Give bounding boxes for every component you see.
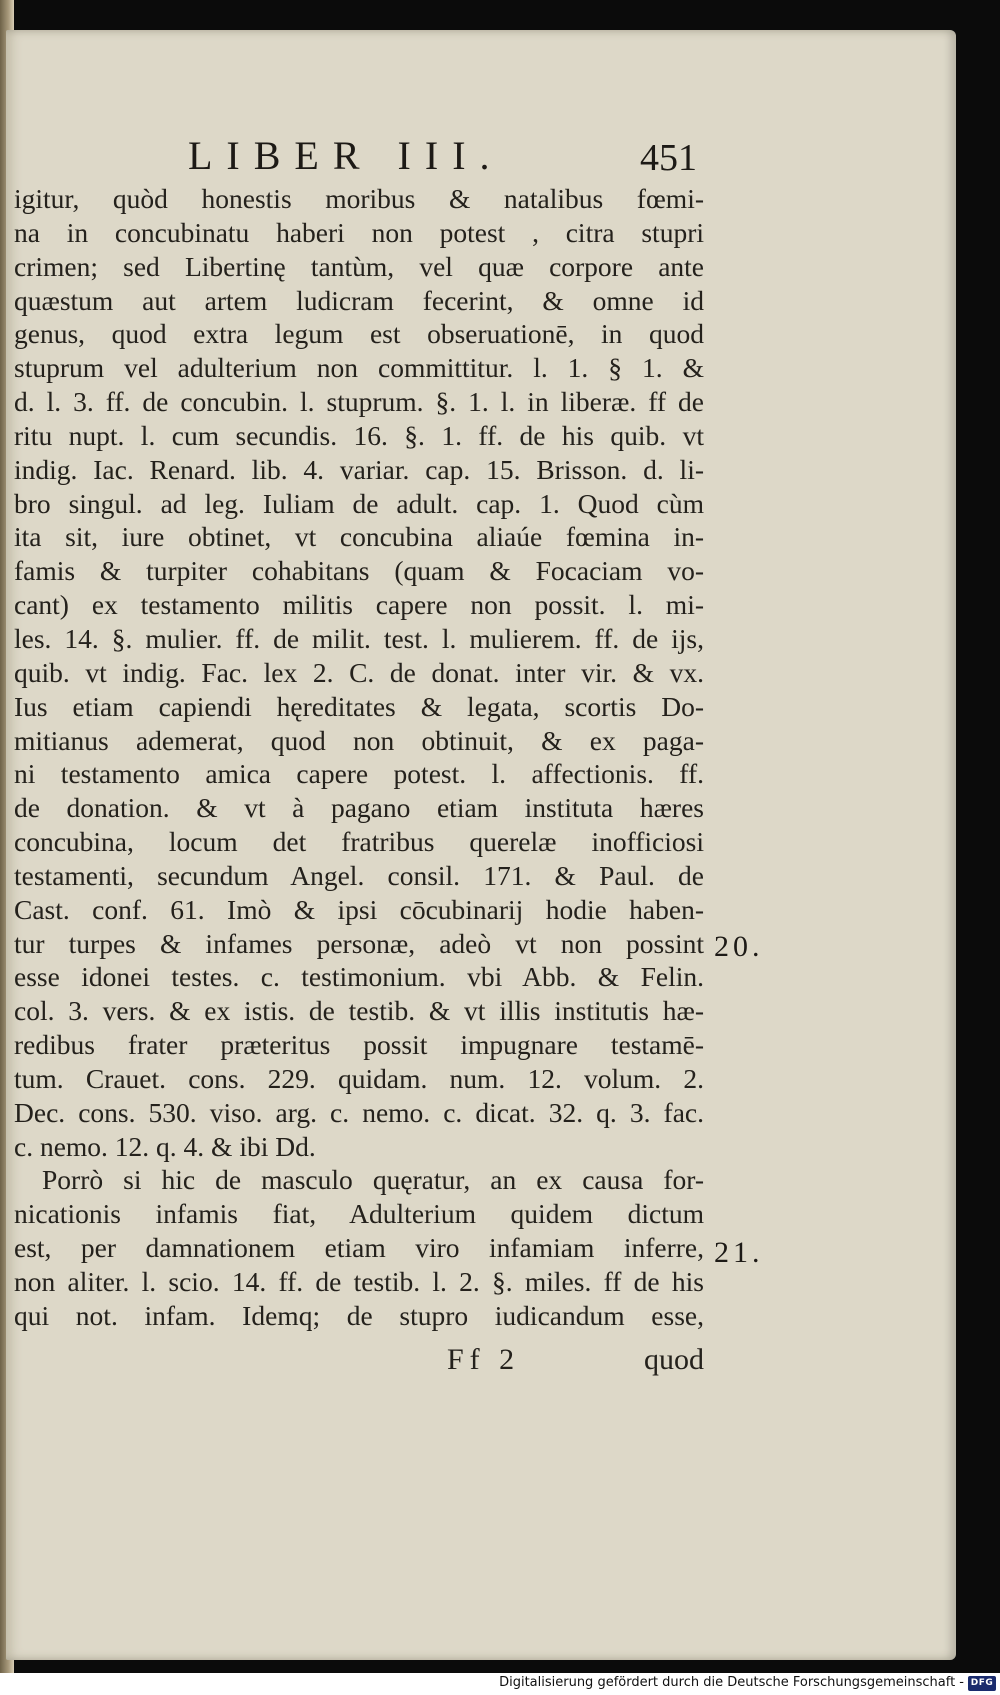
text-line: ritu nupt. l. cum secundis. 16. §. 1. ff. de his quib. vt [14,419,704,451]
credit-bar [0,1673,1000,1695]
text-line: crimen; sed Libertinę tantùm, vel quæ corpore ante [14,250,704,282]
text-line: Cast. conf. 61. Imò & ipsi cōcubinarij hodie haben- [14,893,704,925]
text-line: Dec. cons. 530. viso. arg. c. nemo. c. dicat. 32. q. 3. fac. [14,1096,704,1128]
text-line: nicationis infamis fiat, Adulterium quidem dictum [14,1198,704,1230]
running-head [0,132,1000,184]
text-line: esse idonei testes. c. testimonium. vbi Abb. & Felin. [14,961,704,993]
page-number: 451 [640,137,697,179]
text-line: qui not. infam. Idemq; de stupro iudicandum esse, [14,1299,704,1331]
running-title: LIBER III. [188,133,504,178]
text-line: famis & turpiter cohabitans (quam & Focaciam vo- [14,555,704,587]
text-line: d. l. 3. ff. de concubin. l. stuprum. §. 1. l. in liberæ. ff de [14,386,704,418]
text-line: genus, quod extra legum est obseruationē, in quod [14,318,704,350]
text-line: na in concubinatu haberi non potest , citra stupri [14,216,704,248]
text-line: ni testamento amica capere potest. l. affectionis. ff. [14,758,704,790]
text-line: Ius etiam capiendi hęreditates & legata, scortis Do- [14,690,704,722]
text-line: est, per damnationem etiam viro infamiam inferre, [14,1232,704,1264]
dfg-logo-icon: DFG [968,1676,996,1691]
margin-note-21: 21. [714,1236,764,1269]
signature-mark: Ff 2 [447,1343,521,1376]
text-line: igitur, quòd honestis moribus & natalibus fœmi- [14,183,704,214]
text-line: de donation. & vt à pagano etiam instituta hæres [14,792,704,824]
text-line: cant) ex testamento militis capere non possit. l. mi- [14,589,704,621]
margin-note-20: 20. [714,930,764,963]
body-text [14,182,704,1333]
catchword: quod [644,1343,704,1376]
text-line: Porrò si hic de masculo quęratur, an ex causa for- [42,1164,704,1196]
text-line: c. nemo. 12. q. 4. & ibi Dd. [14,1130,316,1162]
page-footer [14,1343,704,1383]
text-line: quæstum aut artem ludicram fecerint, & omne id [14,284,704,316]
text-line: tur turpes & infames personæ, adeò vt non possint [14,927,704,959]
text-line: col. 3. vers. & ex istis. de testib. & vt illis institutis hæ- [14,995,704,1027]
text-line: concubina, locum det fratribus querelæ inofficiosi [14,826,704,858]
text-line: testamenti, secundum Angel. consil. 171. & Paul. de [14,859,704,891]
text-line: tum. Crauet. cons. 229. quidam. num. 12. volum. 2. [14,1062,704,1094]
text-line: les. 14. §. mulier. ff. de milit. test. l. mulierem. ff. de ijs, [14,622,704,654]
text-line: indig. Iac. Renard. lib. 4. variar. cap. 15. Brisson. d. li- [14,453,704,485]
text-line: bro singul. ad leg. Iuliam de adult. cap. 1. Quod cùm [14,487,704,519]
credit-text: Digitalisierung gefördert durch die Deutsche Forschungsgemeinschaft - [499,1675,964,1690]
text-line: non aliter. l. scio. 14. ff. de testib. l. 2. §. miles. ff de his [14,1266,704,1297]
text-line: stuprum vel adulterium non committitur. l. 1. § 1. & [14,352,704,384]
text-line: ita sit, iure obtinet, vt concubina aliaúe fœmina in- [14,521,704,553]
text-line: mitianus ademerat, quod non obtinuit, & ex paga- [14,724,704,756]
text-line: quib. vt indig. Fac. lex 2. C. de donat. inter vir. & vx. [14,656,704,688]
text-line: redibus frater præteritus possit impugnare testamē- [14,1029,704,1061]
